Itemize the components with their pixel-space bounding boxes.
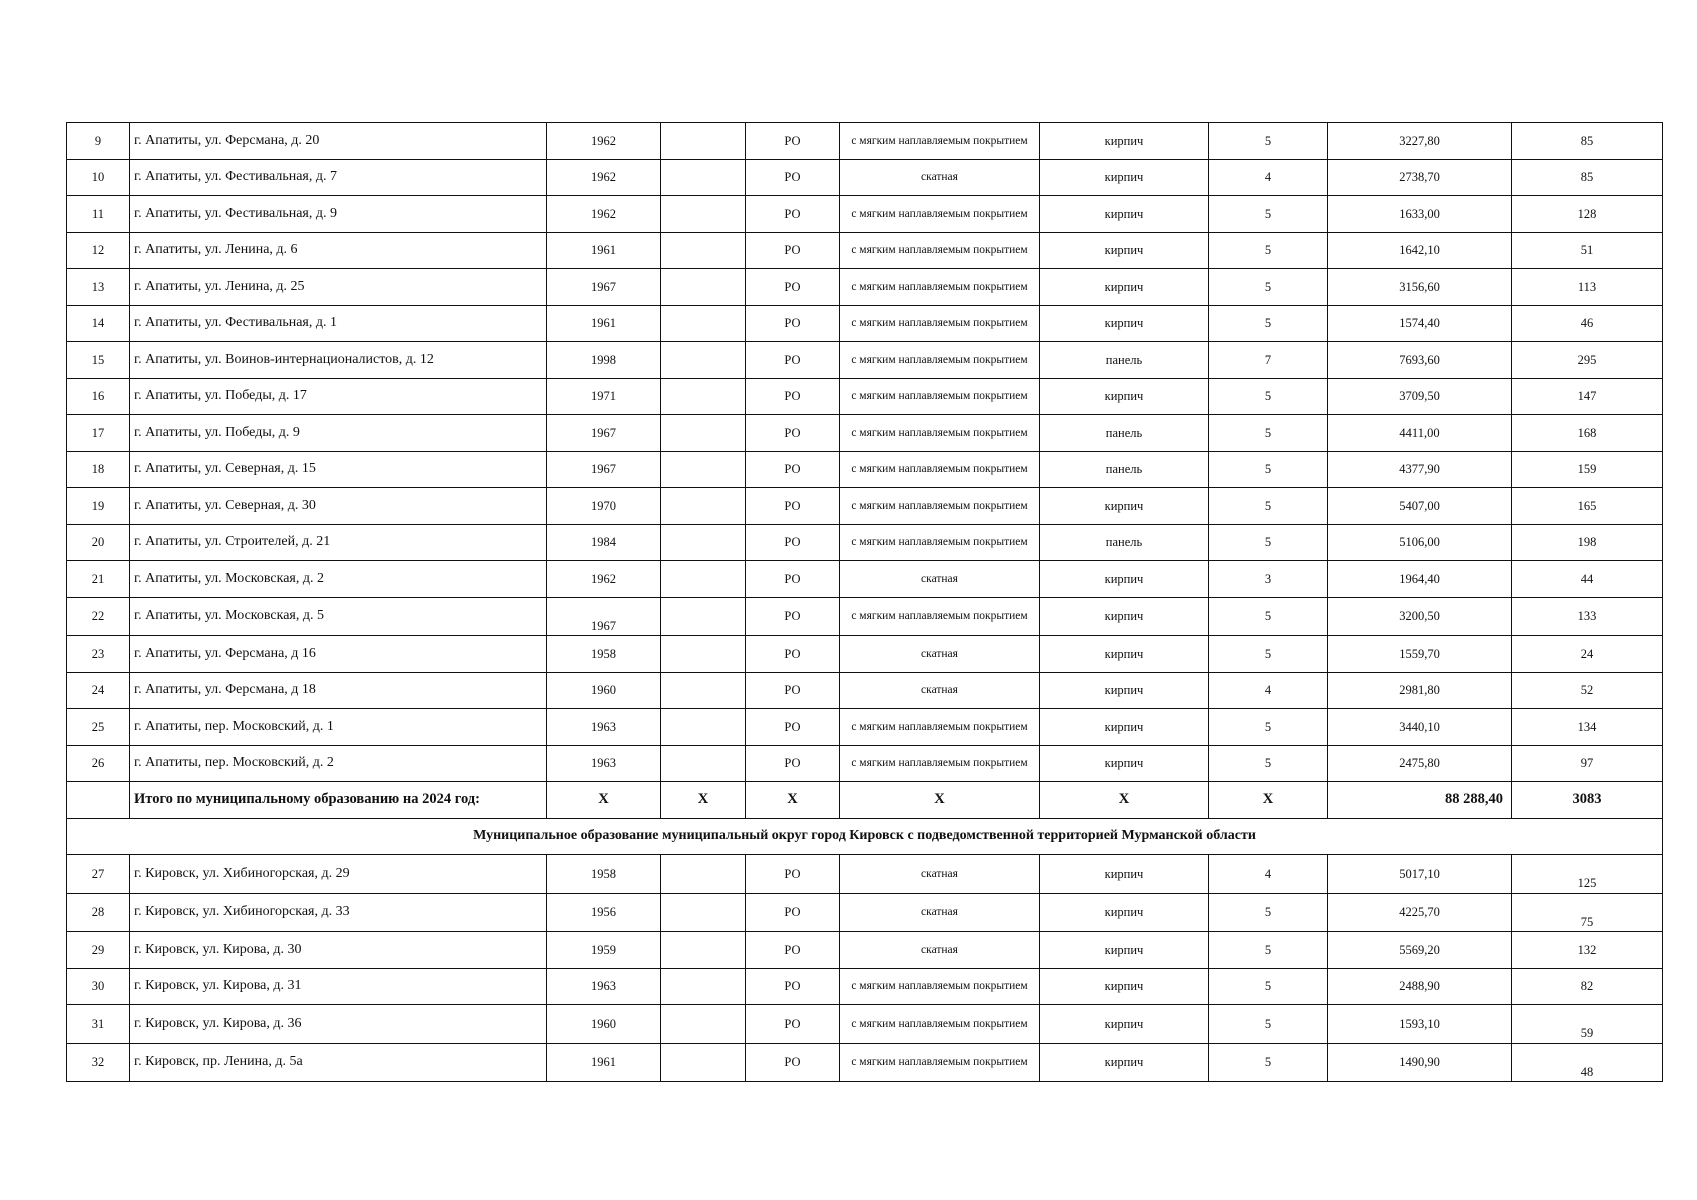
extra-cell xyxy=(661,342,746,379)
row-number: 13 xyxy=(67,269,130,306)
roof-type-cell: скатная xyxy=(840,636,1040,673)
total-x-roof: X xyxy=(840,782,1040,819)
address-cell: г. Апатиты, пер. Московский, д. 2 xyxy=(130,745,547,782)
floors-cell: 5 xyxy=(1209,415,1328,452)
residents-cell: 147 xyxy=(1512,378,1663,415)
floors-cell: 5 xyxy=(1209,1005,1328,1044)
area-cell: 1593,10 xyxy=(1328,1005,1512,1044)
year-cell: 1961 xyxy=(547,305,661,342)
address-cell: г. Апатиты, ул. Ферсмана, д. 20 xyxy=(130,123,547,160)
row-number: 26 xyxy=(67,745,130,782)
row-number: 15 xyxy=(67,342,130,379)
residents-cell: 82 xyxy=(1512,968,1663,1005)
wall-material-cell: кирпич xyxy=(1040,855,1209,894)
table-row xyxy=(67,196,1663,233)
table-row xyxy=(67,709,1663,746)
extra-cell xyxy=(661,524,746,561)
row-number: 12 xyxy=(67,232,130,269)
roof-type-cell: скатная xyxy=(840,855,1040,894)
residents-cell: 133 xyxy=(1512,597,1663,636)
section-title: Муниципальное образование муниципальный округ город Кировск с подведомственной территорией Мурманской области xyxy=(67,818,1663,855)
floors-cell: 5 xyxy=(1209,488,1328,525)
area-cell: 3440,10 xyxy=(1328,709,1512,746)
table-row xyxy=(67,159,1663,196)
fund-form-cell: РО xyxy=(746,415,840,452)
area-cell: 2475,80 xyxy=(1328,745,1512,782)
address-cell: г. Кировск, пр. Ленина, д. 5а xyxy=(130,1043,547,1082)
address-cell: г. Кировск, ул. Кирова, д. 36 xyxy=(130,1005,547,1044)
table-row xyxy=(67,378,1663,415)
wall-material-cell: кирпич xyxy=(1040,597,1209,636)
extra-cell xyxy=(661,196,746,233)
extra-cell xyxy=(661,636,746,673)
table-row xyxy=(67,488,1663,525)
area-cell: 2981,80 xyxy=(1328,672,1512,709)
fund-form-cell: РО xyxy=(746,269,840,306)
year-cell: 1967 xyxy=(547,451,661,488)
table-row xyxy=(67,636,1663,673)
row-number: 31 xyxy=(67,1005,130,1044)
total-row xyxy=(67,782,1663,819)
extra-cell xyxy=(661,672,746,709)
row-number: 9 xyxy=(67,123,130,160)
roof-type-cell: с мягким наплавляемым покрытием xyxy=(840,597,1040,636)
fund-form-cell: РО xyxy=(746,159,840,196)
floors-cell: 5 xyxy=(1209,524,1328,561)
extra-cell xyxy=(661,269,746,306)
extra-cell xyxy=(661,415,746,452)
year-cell: 1967 xyxy=(547,415,661,452)
residents-cell: 44 xyxy=(1512,561,1663,598)
extra-cell xyxy=(661,968,746,1005)
fund-form-cell: РО xyxy=(746,855,840,894)
fund-form-cell: РО xyxy=(746,524,840,561)
wall-material-cell: кирпич xyxy=(1040,636,1209,673)
floors-cell: 3 xyxy=(1209,561,1328,598)
roof-type-cell: с мягким наплавляемым покрытием xyxy=(840,488,1040,525)
area-cell: 4225,70 xyxy=(1328,893,1512,932)
section-row xyxy=(67,818,1663,855)
table-row xyxy=(67,232,1663,269)
area-cell: 5017,10 xyxy=(1328,855,1512,894)
roof-type-cell: с мягким наплавляемым покрытием xyxy=(840,269,1040,306)
year-cell: 1958 xyxy=(547,855,661,894)
floors-cell: 5 xyxy=(1209,378,1328,415)
floors-cell: 5 xyxy=(1209,709,1328,746)
area-cell: 1633,00 xyxy=(1328,196,1512,233)
extra-cell xyxy=(661,1005,746,1044)
year-cell: 1984 xyxy=(547,524,661,561)
residents-cell: 113 xyxy=(1512,269,1663,306)
area-cell: 5407,00 xyxy=(1328,488,1512,525)
residents-cell: 51 xyxy=(1512,232,1663,269)
wall-material-cell: кирпич xyxy=(1040,745,1209,782)
fund-form-cell: РО xyxy=(746,342,840,379)
address-cell: г. Апатиты, ул. Ленина, д. 6 xyxy=(130,232,547,269)
row-number: 32 xyxy=(67,1043,130,1082)
area-cell: 1642,10 xyxy=(1328,232,1512,269)
row-number: 27 xyxy=(67,855,130,894)
residents-cell: 159 xyxy=(1512,451,1663,488)
fund-form-cell: РО xyxy=(746,709,840,746)
year-cell: 1967 xyxy=(547,269,661,306)
roof-type-cell: с мягким наплавляемым покрытием xyxy=(840,232,1040,269)
year-cell: 1959 xyxy=(547,932,661,969)
extra-cell xyxy=(661,932,746,969)
address-cell: г. Апатиты, ул. Победы, д. 17 xyxy=(130,378,547,415)
residents-cell: 125 xyxy=(1512,855,1663,894)
roof-type-cell: скатная xyxy=(840,893,1040,932)
floors-cell: 4 xyxy=(1209,159,1328,196)
fund-form-cell: РО xyxy=(746,305,840,342)
wall-material-cell: панель xyxy=(1040,415,1209,452)
residents-cell: 97 xyxy=(1512,745,1663,782)
wall-material-cell: кирпич xyxy=(1040,123,1209,160)
housing-register-table xyxy=(66,122,1663,1082)
roof-type-cell: скатная xyxy=(840,159,1040,196)
extra-cell xyxy=(661,488,746,525)
year-cell: 1961 xyxy=(547,1043,661,1082)
area-cell: 1559,70 xyxy=(1328,636,1512,673)
row-number: 10 xyxy=(67,159,130,196)
area-cell: 3227,80 xyxy=(1328,123,1512,160)
table-row xyxy=(67,745,1663,782)
year-cell: 1998 xyxy=(547,342,661,379)
area-cell: 1490,90 xyxy=(1328,1043,1512,1082)
area-cell: 3709,50 xyxy=(1328,378,1512,415)
fund-form-cell: РО xyxy=(746,893,840,932)
fund-form-cell: РО xyxy=(746,672,840,709)
floors-cell: 5 xyxy=(1209,932,1328,969)
row-number: 20 xyxy=(67,524,130,561)
residents-cell: 85 xyxy=(1512,159,1663,196)
extra-cell xyxy=(661,232,746,269)
floors-cell: 5 xyxy=(1209,232,1328,269)
year-cell: 1963 xyxy=(547,709,661,746)
row-number: 29 xyxy=(67,932,130,969)
row-number: 24 xyxy=(67,672,130,709)
total-people: 3083 xyxy=(1512,782,1663,819)
address-cell: г. Кировск, ул. Кирова, д. 31 xyxy=(130,968,547,1005)
year-cell: 1960 xyxy=(547,1005,661,1044)
table-row xyxy=(67,524,1663,561)
residents-cell: 46 xyxy=(1512,305,1663,342)
area-cell: 2738,70 xyxy=(1328,159,1512,196)
roof-type-cell: с мягким наплавляемым покрытием xyxy=(840,745,1040,782)
wall-material-cell: кирпич xyxy=(1040,672,1209,709)
extra-cell xyxy=(661,378,746,415)
extra-cell xyxy=(661,855,746,894)
wall-material-cell: кирпич xyxy=(1040,968,1209,1005)
row-number: 14 xyxy=(67,305,130,342)
wall-material-cell: кирпич xyxy=(1040,196,1209,233)
roof-type-cell: скатная xyxy=(840,561,1040,598)
row-number: 17 xyxy=(67,415,130,452)
area-cell: 4377,90 xyxy=(1328,451,1512,488)
row-number: 25 xyxy=(67,709,130,746)
year-cell: 1963 xyxy=(547,968,661,1005)
address-cell: г. Апатиты, ул. Северная, д. 30 xyxy=(130,488,547,525)
residents-cell: 132 xyxy=(1512,932,1663,969)
area-cell: 3200,50 xyxy=(1328,597,1512,636)
extra-cell xyxy=(661,1043,746,1082)
total-x-floors: X xyxy=(1209,782,1328,819)
row-number: 22 xyxy=(67,597,130,636)
residents-cell: 134 xyxy=(1512,709,1663,746)
row-number: 18 xyxy=(67,451,130,488)
address-cell: г. Апатиты, ул. Ферсмана, д 16 xyxy=(130,636,547,673)
roof-type-cell: с мягким наплавляемым покрытием xyxy=(840,1005,1040,1044)
table-row xyxy=(67,1005,1663,1044)
residents-cell: 52 xyxy=(1512,672,1663,709)
fund-form-cell: РО xyxy=(746,636,840,673)
table-row xyxy=(67,561,1663,598)
wall-material-cell: кирпич xyxy=(1040,1043,1209,1082)
year-cell: 1970 xyxy=(547,488,661,525)
fund-form-cell: РО xyxy=(746,932,840,969)
roof-type-cell: с мягким наплавляемым покрытием xyxy=(840,378,1040,415)
roof-type-cell: скатная xyxy=(840,932,1040,969)
floors-cell: 5 xyxy=(1209,636,1328,673)
area-cell: 3156,60 xyxy=(1328,269,1512,306)
area-cell: 5106,00 xyxy=(1328,524,1512,561)
area-cell: 2488,90 xyxy=(1328,968,1512,1005)
year-cell: 1962 xyxy=(547,159,661,196)
address-cell: г. Кировск, ул. Кирова, д. 30 xyxy=(130,932,547,969)
roof-type-cell: с мягким наплавляемым покрытием xyxy=(840,123,1040,160)
row-number: 30 xyxy=(67,968,130,1005)
area-cell: 1574,40 xyxy=(1328,305,1512,342)
floors-cell: 5 xyxy=(1209,269,1328,306)
extra-cell xyxy=(661,305,746,342)
roof-type-cell: с мягким наплавляемым покрытием xyxy=(840,968,1040,1005)
address-cell: г. Кировск, ул. Хибиногорская, д. 33 xyxy=(130,893,547,932)
floors-cell: 5 xyxy=(1209,305,1328,342)
wall-material-cell: кирпич xyxy=(1040,269,1209,306)
fund-form-cell: РО xyxy=(746,488,840,525)
year-cell: 1956 xyxy=(547,893,661,932)
roof-type-cell: с мягким наплавляемым покрытием xyxy=(840,1043,1040,1082)
table-row xyxy=(67,893,1663,932)
row-number: 23 xyxy=(67,636,130,673)
residents-cell: 128 xyxy=(1512,196,1663,233)
wall-material-cell: панель xyxy=(1040,524,1209,561)
fund-form-cell: РО xyxy=(746,597,840,636)
wall-material-cell: кирпич xyxy=(1040,709,1209,746)
row-number: 19 xyxy=(67,488,130,525)
floors-cell: 4 xyxy=(1209,855,1328,894)
extra-cell xyxy=(661,123,746,160)
address-cell: г. Апатиты, ул. Фестивальная, д. 9 xyxy=(130,196,547,233)
table-row xyxy=(67,672,1663,709)
table-row xyxy=(67,1043,1663,1082)
address-cell: г. Апатиты, ул. Северная, д. 15 xyxy=(130,451,547,488)
roof-type-cell: с мягким наплавляемым покрытием xyxy=(840,305,1040,342)
table-row xyxy=(67,597,1663,636)
table-row xyxy=(67,968,1663,1005)
address-cell: г. Апатиты, ул. Фестивальная, д. 1 xyxy=(130,305,547,342)
residents-cell: 168 xyxy=(1512,415,1663,452)
address-cell: г. Апатиты, ул. Победы, д. 9 xyxy=(130,415,547,452)
year-cell: 1960 xyxy=(547,672,661,709)
kirovsk-rows xyxy=(67,855,1663,1082)
table-row xyxy=(67,269,1663,306)
fund-form-cell: РО xyxy=(746,1043,840,1082)
wall-material-cell: кирпич xyxy=(1040,378,1209,415)
residents-cell: 198 xyxy=(1512,524,1663,561)
roof-type-cell: с мягким наплавляемым покрытием xyxy=(840,196,1040,233)
total-block xyxy=(67,782,1663,855)
wall-material-cell: кирпич xyxy=(1040,488,1209,525)
table-row xyxy=(67,451,1663,488)
total-x-extra: X xyxy=(661,782,746,819)
residents-cell: 165 xyxy=(1512,488,1663,525)
floors-cell: 5 xyxy=(1209,893,1328,932)
floors-cell: 5 xyxy=(1209,123,1328,160)
fund-form-cell: РО xyxy=(746,123,840,160)
total-x-wall: X xyxy=(1040,782,1209,819)
row-number: 16 xyxy=(67,378,130,415)
area-cell: 4411,00 xyxy=(1328,415,1512,452)
year-cell: 1958 xyxy=(547,636,661,673)
fund-form-cell: РО xyxy=(746,745,840,782)
total-x-year: X xyxy=(547,782,661,819)
extra-cell xyxy=(661,159,746,196)
fund-form-cell: РО xyxy=(746,968,840,1005)
address-cell: г. Апатиты, ул. Московская, д. 5 xyxy=(130,597,547,636)
floors-cell: 5 xyxy=(1209,968,1328,1005)
wall-material-cell: панель xyxy=(1040,451,1209,488)
roof-type-cell: с мягким наплавляемым покрытием xyxy=(840,709,1040,746)
floors-cell: 5 xyxy=(1209,745,1328,782)
address-cell: г. Кировск, ул. Хибиногорская, д. 29 xyxy=(130,855,547,894)
area-cell: 1964,40 xyxy=(1328,561,1512,598)
wall-material-cell: кирпич xyxy=(1040,893,1209,932)
table-row xyxy=(67,305,1663,342)
area-cell: 5569,20 xyxy=(1328,932,1512,969)
row-number: 28 xyxy=(67,893,130,932)
floors-cell: 5 xyxy=(1209,451,1328,488)
extra-cell xyxy=(661,893,746,932)
address-cell: г. Апатиты, ул. Строителей, д. 21 xyxy=(130,524,547,561)
roof-type-cell: с мягким наплавляемым покрытием xyxy=(840,524,1040,561)
total-area: 88 288,40 xyxy=(1328,782,1512,819)
fund-form-cell: РО xyxy=(746,232,840,269)
table-row xyxy=(67,123,1663,160)
wall-material-cell: кирпич xyxy=(1040,159,1209,196)
wall-material-cell: кирпич xyxy=(1040,1005,1209,1044)
year-cell: 1971 xyxy=(547,378,661,415)
extra-cell xyxy=(661,745,746,782)
apatity-rows xyxy=(67,123,1663,782)
roof-type-cell: с мягким наплавляемым покрытием xyxy=(840,451,1040,488)
year-cell: 1963 xyxy=(547,745,661,782)
table-row xyxy=(67,855,1663,894)
residents-cell: 59 xyxy=(1512,1005,1663,1044)
year-cell: 1962 xyxy=(547,123,661,160)
floors-cell: 5 xyxy=(1209,196,1328,233)
roof-type-cell: с мягким наплавляемым покрытием xyxy=(840,342,1040,379)
address-cell: г. Апатиты, ул. Ферсмана, д 18 xyxy=(130,672,547,709)
floors-cell: 4 xyxy=(1209,672,1328,709)
table-row xyxy=(67,932,1663,969)
residents-cell: 48 xyxy=(1512,1043,1663,1082)
wall-material-cell: кирпич xyxy=(1040,561,1209,598)
address-cell: г. Апатиты, пер. Московский, д. 1 xyxy=(130,709,547,746)
extra-cell xyxy=(661,451,746,488)
total-x-form: X xyxy=(746,782,840,819)
residents-cell: 24 xyxy=(1512,636,1663,673)
row-number: 21 xyxy=(67,561,130,598)
year-cell: 1962 xyxy=(547,196,661,233)
table-row xyxy=(67,415,1663,452)
address-cell: г. Апатиты, ул. Ленина, д. 25 xyxy=(130,269,547,306)
address-cell: г. Апатиты, ул. Московская, д. 2 xyxy=(130,561,547,598)
residents-cell: 85 xyxy=(1512,123,1663,160)
fund-form-cell: РО xyxy=(746,1005,840,1044)
residents-cell: 75 xyxy=(1512,893,1663,932)
wall-material-cell: кирпич xyxy=(1040,305,1209,342)
address-cell: г. Апатиты, ул. Фестивальная, д. 7 xyxy=(130,159,547,196)
wall-material-cell: кирпич xyxy=(1040,232,1209,269)
fund-form-cell: РО xyxy=(746,561,840,598)
fund-form-cell: РО xyxy=(746,378,840,415)
extra-cell xyxy=(661,561,746,598)
residents-cell: 295 xyxy=(1512,342,1663,379)
area-cell: 7693,60 xyxy=(1328,342,1512,379)
year-cell: 1961 xyxy=(547,232,661,269)
fund-form-cell: РО xyxy=(746,451,840,488)
floors-cell: 7 xyxy=(1209,342,1328,379)
wall-material-cell: кирпич xyxy=(1040,932,1209,969)
table-row xyxy=(67,342,1663,379)
floors-cell: 5 xyxy=(1209,597,1328,636)
extra-cell xyxy=(661,709,746,746)
year-cell: 1962 xyxy=(547,561,661,598)
roof-type-cell: скатная xyxy=(840,672,1040,709)
total-empty-cell xyxy=(67,782,130,819)
total-label: Итого по муниципальному образованию на 2024 год: xyxy=(130,782,547,819)
address-cell: г. Апатиты, ул. Воинов-интернационалистов, д. 12 xyxy=(130,342,547,379)
wall-material-cell: панель xyxy=(1040,342,1209,379)
floors-cell: 5 xyxy=(1209,1043,1328,1082)
fund-form-cell: РО xyxy=(746,196,840,233)
row-number: 11 xyxy=(67,196,130,233)
roof-type-cell: с мягким наплавляемым покрытием xyxy=(840,415,1040,452)
year-cell: 1967 xyxy=(547,597,661,636)
extra-cell xyxy=(661,597,746,636)
